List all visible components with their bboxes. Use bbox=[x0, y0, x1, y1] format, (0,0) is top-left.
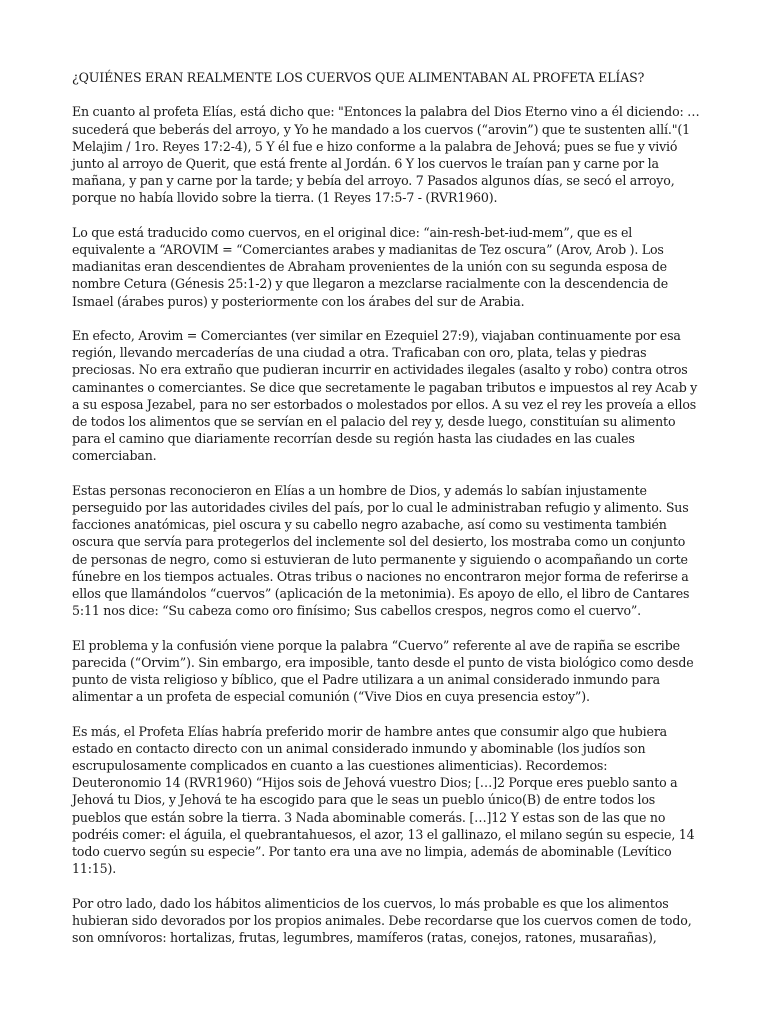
paragraph-5: El problema y la confusión viene porque la palabra “Cuervo” referente al ave de rapiña se escribe parecida (“Orvim”). Sin embargo, era imposible, tanto desde el punto de vista biológico como desde punto de vista religioso y bíblico, que el Padre utilizara a un animal considerado inmundo para alimentar a un profeta de especial comunión (“Vive Dios en cuya presencia estoy”). bbox=[72, 637, 694, 705]
document-body bbox=[72, 69, 700, 963]
paragraph-1: En cuanto al profeta Elías, está dicho que: "Entonces la palabra del Dios Eterno vino a él diciendo: … sucederá que beberás del arroyo, y Yo he mandado a los cuervos (“arovin”) que te sustenten allí."(1 Melajim / 1ro. Reyes 17:2-4), 5 Y él fue e hizo conforme a la palabra de Jehová; pues se fue y vivió junto al arroyo de Querit, que está frente al Jordán. 6 Y los cuervos le traían pan y carne por la mañana, y pan y carne por la tarde; y bebía del arroyo. 7 Pasados algunos días, se secó el arroyo, porque no había llovido sobre la tierra. (1 Reyes 17:5-7 - (RVR1960). bbox=[72, 104, 700, 206]
paragraph-7: Por otro lado, dado los hábitos alimenticios de los cuervos, lo más probable es que los alimentos hubieran sido devorados por los propios animales. Debe recordarse que los cuervos comen de todo, son omnívoros: hortalizas, frutas, legumbres, mamíferos (ratas, conejos, ratones, musarañas), bbox=[72, 895, 692, 946]
paragraph-3: En efecto, Arovim = Comerciantes (ver similar en Ezequiel 27:9), viajaban continuamente por esa región, llevando mercaderías de una ciudad a otra. Traficaban con oro, plata, telas y piedras preciosas. No era extraño que pudieran incurrir en actividades ilegales (asalto y robo) contra otros caminantes o comerciantes. Se dice que secretamente le pagaban tributos e impuestos al rey Acab y a su esposa Jezabel, para no ser estorbados o molestados por ellos. A su vez el rey les proveía a ellos de todos los alimentos que se servían en el palacio del rey y, desde luego, constituían su alimento para el camino que diariamente recorrían desde su región hasta las ciudades en las cuales comerciaban. bbox=[72, 328, 698, 464]
document-title: ¿QUIÉNES ERAN REALMENTE LOS CUERVOS QUE ALIMENTABAN AL PROFETA ELÍAS? bbox=[72, 70, 645, 85]
paragraph-2: Lo que está traducido como cuervos, en el original dice: “ain-resh-bet-iud-mem”, que es el equivalente a “AROVIM = “Comerciantes arabes y madianitas de Tez oscura” (Arov, Arob ). Los madianitas eran descendientes de Abraham provenientes de la unión con su segunda esposa de nombre Cetura (Génesis 25:1-2) y que llegaron a mezclarse racialmente con la descendencia de Ismael (árabes puros) y posteriormente con los árabes del sur de Arabia. bbox=[72, 224, 669, 309]
paragraph-6: Es más, el Profeta Elías habría preferido morir de hambre antes que consumir algo que hubiera estado en contacto directo con un animal considerado inmundo y abominable (los judíos son escrupulosamente complicados en cuanto a las cuestiones alimenticias). Recordemos: Deuteronomio 14 (RVR1960) “Hijos sois de Jehová vuestro Dios; […]2 Porque eres pueblo santo a Jehová tu Dios, y Jehová te ha escogido para que le seas un pueblo único(B) de entre todos los pueblos que están sobre la tierra. 3 Nada abominable comerás. […]12 Y estas son de las que no podréis comer: el águila, el quebrantahuesos, el azor, 13 el gallinazo, el milano según su especie, 14 todo cuervo según su especie”. Por tanto era una ave no limpia, además de abominable (Levítico 11:15). bbox=[72, 723, 695, 877]
paragraph-4: Estas personas reconocieron en Elías a un hombre de Dios, y además lo sabían injustamente perseguido por las autoridades civiles del país, por lo cual le administraban refugio y alimento. Sus facciones anatómicas, piel oscura y su cabello negro azabache, así como su vestimenta también oscura que servía para protegerlos del inclemente sol del desierto, los mostraba como un conjunto de personas de negro, como si estuvieran de luto permanente y siguiendo o acompañando un corte fúnebre en los tiempos actuales. Otras tribus o naciones no encontraron mejor forma de referirse a ellos que llamándolos “cuervos” (aplicación de la metonimia). Es apoyo de ello, el libro de Cantares 5:11 nos dice: “Su cabeza como oro finísimo; Sus cabellos crespos, negros como el cuervo”. bbox=[72, 482, 690, 619]
